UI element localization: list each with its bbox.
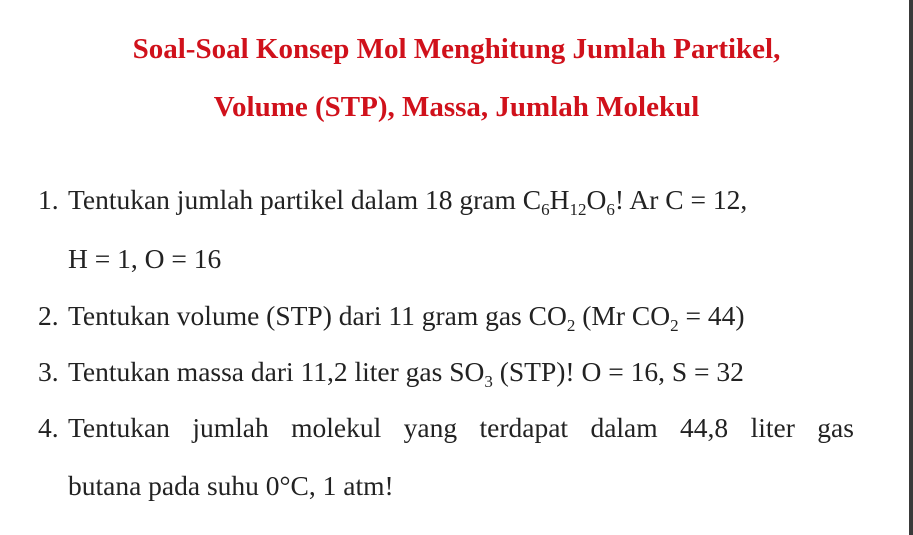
question-text-mid: (Mr [582, 300, 625, 331]
word: terdapat [479, 412, 569, 443]
question-2 [38, 300, 745, 335]
word: liter [750, 412, 795, 443]
chemical-formula: $CO_2$ [528, 300, 576, 335]
question-text-tail: ! Ar C = 12, [614, 184, 748, 215]
page-edge-shadow [909, 0, 913, 535]
question-4-line-2: butana pada suhu 0°C, 1 atm! [68, 470, 394, 501]
word: gas [817, 412, 854, 443]
question-text-tail: (STP)! O = 16, S = 32 [499, 356, 744, 387]
question-number: 2. [38, 300, 59, 331]
question-3 [38, 356, 744, 391]
title-line-1: Soal-Soal Konsep Mol Menghitung Jumlah Partikel, [132, 33, 781, 65]
chemical-formula: $CO_2$ [631, 300, 679, 335]
question-1 [38, 184, 748, 219]
question-1-line-2: H = 1, O = 16 [68, 243, 222, 274]
word: 44,8 [680, 412, 729, 443]
word: dalam [590, 412, 658, 443]
chemical-formula: $SO_3$ [449, 356, 493, 391]
question-text-justified [68, 412, 854, 444]
word: yang [403, 412, 458, 443]
question-number: 3. [38, 356, 59, 387]
chemical-formula: $C_6H_{12}O_6$ [522, 184, 615, 219]
question-text: Tentukan volume (STP) dari 11 gram gas [68, 300, 522, 331]
question-4 [38, 412, 854, 444]
word: molekul [291, 412, 382, 443]
question-text: Tentukan jumlah partikel dalam 18 gram [68, 184, 516, 215]
word: jumlah [192, 412, 269, 443]
question-number: 4. [38, 412, 59, 443]
title-line-2: Volume (STP), Massa, Jumlah Molekul [213, 91, 700, 123]
question-number: 1. [38, 184, 59, 215]
word: Tentukan [68, 412, 170, 443]
question-text: Tentukan massa dari 11,2 liter gas [68, 356, 443, 387]
question-text-tail: = 44) [685, 300, 745, 331]
